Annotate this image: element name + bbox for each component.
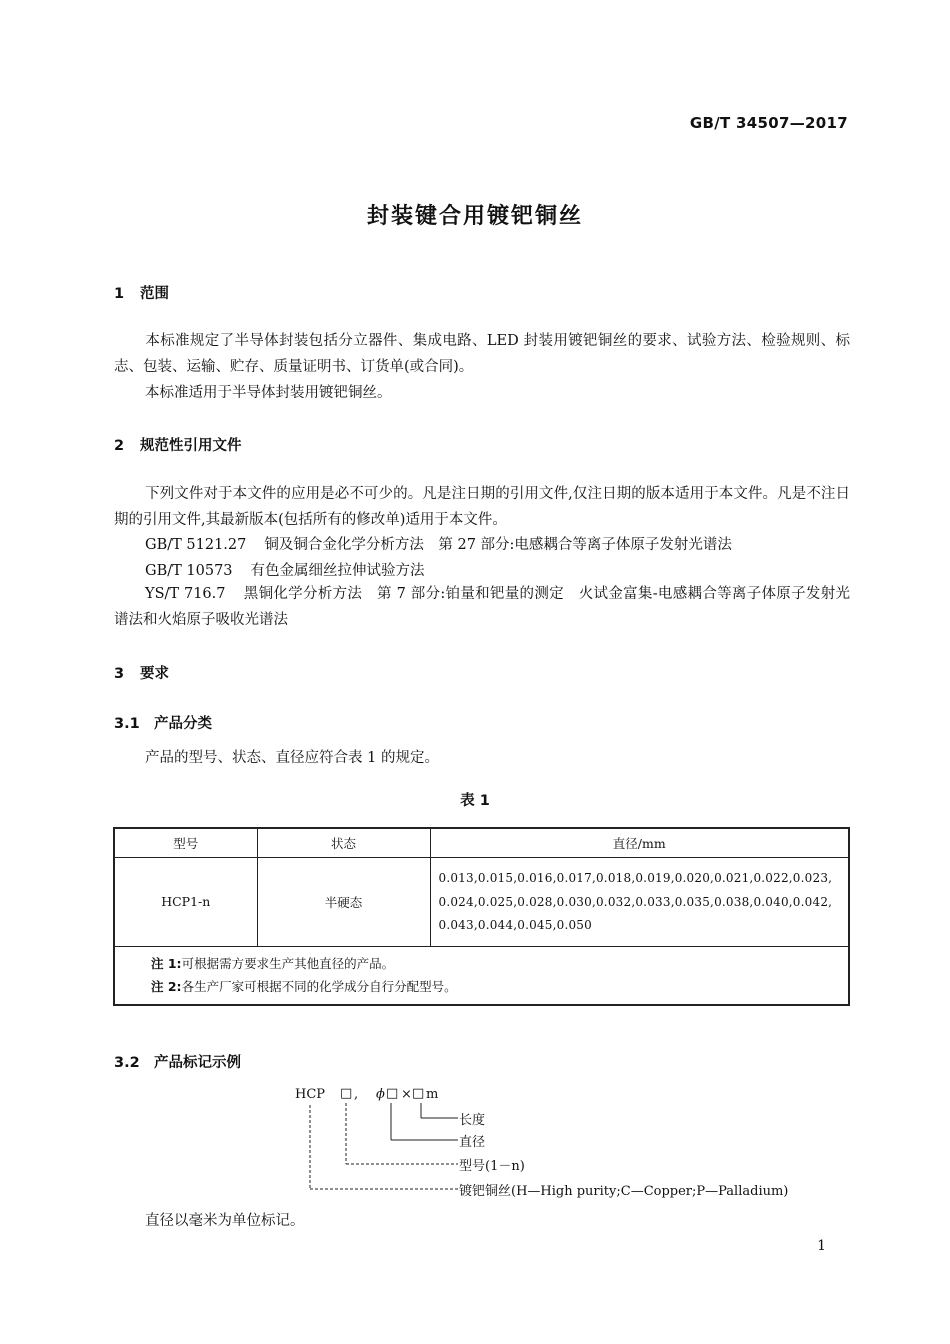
section-3-2-heading (114, 1051, 241, 1072)
page-number: 1 (817, 1238, 826, 1254)
reference-item (114, 581, 850, 633)
label-diameter: 直径 (459, 1135, 486, 1150)
paragraph-text: 本标准适用于半导体封装用镀钯铜丝。 (145, 385, 392, 401)
section-title: 要求 (140, 666, 169, 682)
section-number: 1 (114, 286, 125, 302)
section-1-heading (114, 282, 169, 303)
marking-prefix: HCP (295, 1087, 326, 1102)
section-3-heading (114, 662, 169, 683)
label-wire: 镀钯铜丝(H—High purity;C—Copper;P—Palladium) (459, 1184, 789, 1199)
column-header: 状态 (257, 828, 430, 858)
model-box: □ (340, 1086, 353, 1101)
paragraph-text: 本标准规定了半导体封装包括分立器件、集成电路、LED 封装用镀钯铜丝的要求、试验方法、检验规则、标志、包装、运输、贮存、质量证明书、订货单(或合同)。 (114, 333, 850, 375)
paragraph-text: 下列文件对于本文件的应用是必不可少的。凡是注日期的引用文件,仅注日期的版本适用于本文件。凡是不注日期的引用文件,其最新版本(包括所有的修改单)适用于本文件。 (114, 486, 850, 528)
table-notes-row (114, 946, 849, 1005)
phi-symbol: ϕ (376, 1087, 385, 1102)
diameter-cell (430, 858, 849, 947)
marking-comma: , (354, 1087, 359, 1102)
paragraph-text: 产品的型号、状态、直径应符合表 1 的规定。 (145, 750, 439, 766)
reference-code: YS/T 716.7 (145, 586, 226, 602)
label-model: 型号(1－n) (459, 1159, 525, 1174)
length-unit: m (426, 1087, 439, 1102)
section-2-paragraph-1 (114, 481, 850, 533)
product-table (113, 827, 850, 1006)
section-title: 产品标记示例 (154, 1055, 241, 1071)
marking-diagram (290, 1085, 810, 1200)
section-title: 规范性引用文件 (140, 438, 242, 454)
column-header: 直径/mm (430, 828, 849, 858)
section-2-heading (114, 434, 242, 455)
model-cell: HCP1-n (114, 858, 257, 947)
column-header: 型号 (114, 828, 257, 858)
table-caption: 表 1 (460, 793, 490, 809)
section-number: 3.1 (114, 716, 140, 732)
table-note (151, 975, 848, 998)
section-number: 3.2 (114, 1055, 140, 1071)
document-title: 封装键合用镀钯铜丝 (366, 204, 583, 229)
section-3-1-paragraph (114, 745, 850, 771)
state-cell: 半硬态 (257, 858, 430, 947)
diameter-box: □ (386, 1086, 399, 1101)
reference-code: GB/T 5121.27 (145, 537, 247, 553)
note-label: 注 1: (151, 955, 182, 971)
reference-item (145, 533, 732, 554)
section-title: 范围 (140, 286, 169, 302)
table-row (114, 858, 849, 947)
times-symbol: × (401, 1087, 412, 1102)
table-note (151, 952, 848, 975)
section-3-1-heading (114, 712, 212, 733)
section-title: 产品分类 (154, 716, 212, 732)
note-label: 注 2: (151, 978, 182, 994)
reference-item (145, 559, 425, 580)
section-1-paragraph-1 (114, 328, 850, 380)
length-box: □ (412, 1086, 425, 1101)
note-text: 各生产厂家可根据不同的化学成分自行分配型号。 (181, 978, 457, 994)
notes-cell (114, 946, 849, 1005)
section-number: 2 (114, 438, 125, 454)
section-3-2-paragraph (114, 1208, 850, 1234)
table-header-row (114, 828, 849, 858)
paragraph-text: 直径以毫米为单位标记。 (145, 1213, 305, 1229)
note-text: 可根据需方要求生产其他直径的产品。 (181, 955, 395, 971)
diameter-line: 0.013,0.015,0.016,0.017,0.018,0.019,0.020,0.021,0.022,0.023, (438, 871, 833, 885)
diameter-line: 0.024,0.025,0.028,0.030,0.032,0.033,0.035,0.038,0.040,0.042, (438, 894, 833, 909)
standard-code: GB/T 34507—2017 (689, 114, 848, 132)
label-length: 长度 (459, 1113, 486, 1128)
reference-title: 铜及铜合金化学分析方法 第 27 部分:电感耦合等离子体原子发射光谱法 (264, 537, 732, 553)
section-number: 3 (114, 666, 125, 682)
reference-code: GB/T 10573 (145, 563, 233, 579)
reference-title: 有色金属细丝拉伸试验方法 (250, 563, 425, 579)
reference-title: 黑铜化学分析方法 第 7 部分:铂量和钯量的测定 火试金富集-电感耦合等离子体原子发射光谱法和火焰原子吸收光谱法 (114, 586, 850, 628)
diameter-line: 0.043,0.044,0.045,0.050 (438, 918, 592, 932)
section-1-paragraph-2 (114, 380, 850, 406)
